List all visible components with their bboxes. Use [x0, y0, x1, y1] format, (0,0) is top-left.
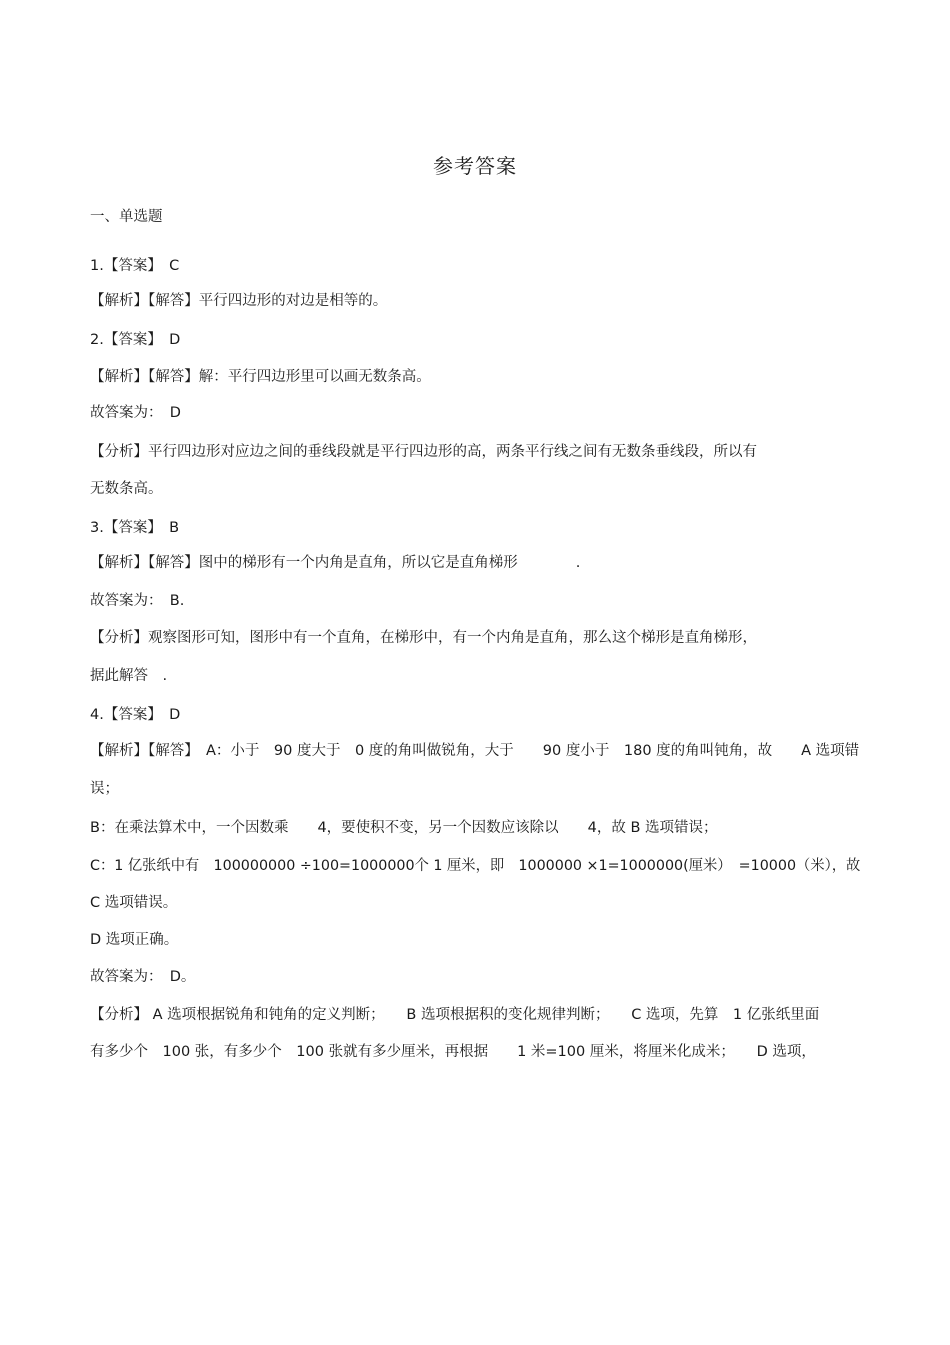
explanation-line: 【解析】【解答】平行四边形的对边是相等的。	[90, 293, 388, 309]
explanation-line: C：1 亿张纸中有 100000000 ÷100=1000000个 1 厘米，即 1000000 ×1=1000000(厘米） =10000（米），故	[90, 858, 861, 874]
explanation-line: 【解析】【解答】解：平行四边形里可以画无数条高。	[90, 369, 431, 385]
explanation-line: 【解析】【解答】 A：小于 90 度大于 0 度的角叫做锐角，大于 90 度小于 180 度的角叫钝角，故 A 选项错	[90, 743, 860, 759]
answer-line-q3: 3.【答案】 B	[90, 520, 180, 536]
final-answer-line: 故答案为： B.	[90, 593, 185, 609]
explanation-line: 误；	[90, 781, 119, 797]
explanation-line: 【解析】【解答】图中的梯形有一个内角是直角，所以它是直角梯形 .	[90, 555, 581, 571]
final-answer-line: 故答案为： D。	[90, 969, 196, 985]
analysis-line: 【分析】平行四边形对应边之间的垂线段就是平行四边形的高，两条平行线之间有无数条垂线段，所以有	[90, 444, 757, 460]
answer-line-q2: 2.【答案】 D	[90, 332, 181, 348]
answer-line-q1: 1.【答案】 C	[90, 258, 180, 274]
analysis-line: 【分析】观察图形可知，图形中有一个直角，在梯形中，有一个内角是直角，那么这个梯形是直角梯形，	[90, 630, 757, 646]
explanation-line: B：在乘法算术中，一个因数乘 4，要使积不变，另一个因数应该除以 4，故 B 选项错误；	[90, 820, 718, 836]
page-title: 参考答案	[433, 154, 517, 178]
explanation-line: D 选项正确。	[90, 932, 179, 948]
explanation-line: C 选项错误。	[90, 895, 178, 911]
final-answer-line: 故答案为： D	[90, 405, 181, 421]
analysis-line: 有多少个 100 张，有多少个 100 张就有多少厘米，再根据 1 米=100 厘米，将厘米化成米； D 选项，	[90, 1044, 816, 1060]
answer-line-q4: 4.【答案】 D	[90, 707, 181, 723]
analysis-line: 【分析】 A 选项根据锐角和钝角的定义判断； B 选项根据积的变化规律判断； C 选项，先算 1 亿张纸里面	[90, 1007, 820, 1023]
section-heading: 一、单选题	[90, 209, 163, 225]
analysis-line: 据此解答 .	[90, 668, 168, 684]
analysis-line: 无数条高。	[90, 481, 163, 497]
